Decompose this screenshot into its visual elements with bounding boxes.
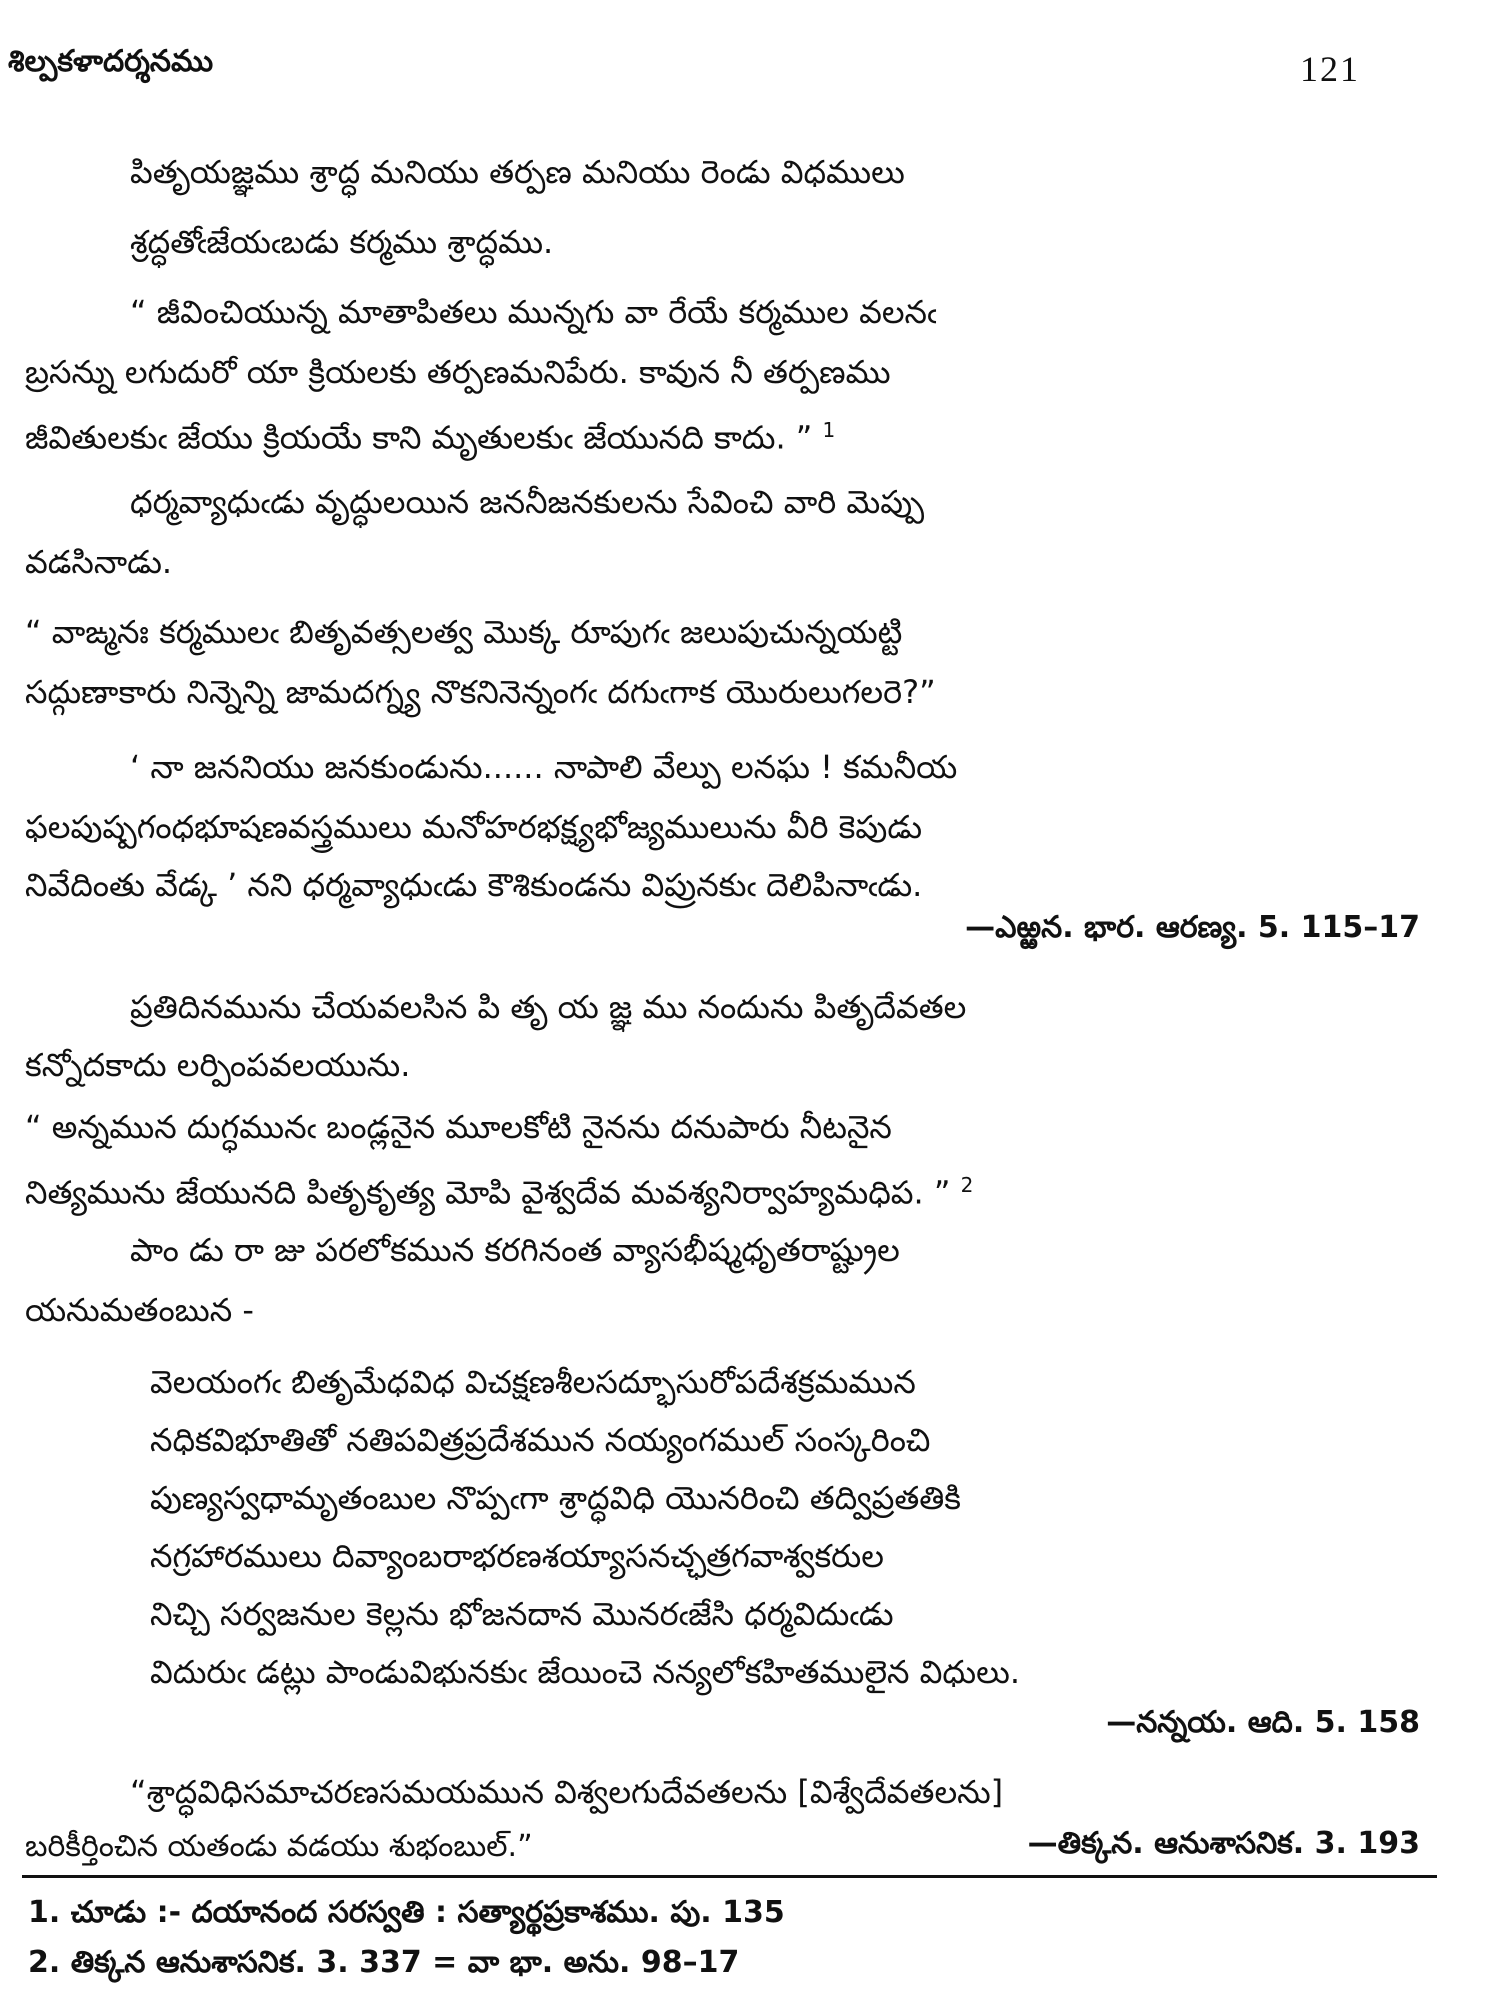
quote4-line2: నిత్యమును జేయునది పితృకృత్య మోపి వైశ్వదేవ మవశ్యనిర్వాహ్యమధిప. ” $^2$ — [25, 1173, 974, 1212]
footnote-divider — [22, 1875, 1437, 1878]
quote1-line2: బ్రసన్ను లగుదురో యా క్రియలకు తర్పణమనిపేరు. కావున నీ తర్పణము — [25, 353, 891, 391]
quote3-line2: ఫలపుష్పగంధభూషణవస్త్రములు మనోహరభక్ష్యభోజ్యములును వీరి కెపుడు — [25, 808, 923, 846]
bracket-gloss: [విశ్వేదేవతలను] — [797, 1773, 1004, 1811]
footnote-ref-1: 1 — [822, 418, 836, 442]
para4-line2: యనుమతంబున - — [25, 1291, 254, 1329]
quote5-line1: “శ్రాద్ధవిధిసమాచరణసమయమున విశ్వలగుదేవతలను [విశ్వేదేవతలను] — [130, 1773, 1004, 1811]
quote4-line1: “ అన్నమున దుగ్ధమునఁ బండ్లనైన మూలకోటి నైనను దనుపారు నీటనైన — [25, 1108, 892, 1146]
quote3-citation: —ఎఱ్ఱన. భార. ఆరణ్య. 5. 115–17 — [965, 910, 1420, 945]
quote5-citation: —తిక్కన. ఆనుశాసనిక. 3. 193 — [1027, 1826, 1420, 1861]
para1-line2: శ్రద్ధతోఁజేయఁబడు కర్మము శ్రాద్ధము. — [130, 223, 554, 261]
verse-citation: —నన్నయ. ఆది. 5. 158 — [1106, 1705, 1420, 1740]
para4-line1: పాం డు రా జు పరలోకమున కరగినంత వ్యాసభీష్మధృతరాష్ట్రుల — [130, 1231, 900, 1269]
verse-line3: పుణ్యస్వధామృతంబుల నొప్పఁగా శ్రాద్ధవిధి యొనరించి తద్విప్రతతికి — [150, 1479, 961, 1517]
footnote-2: 2. తిక్కన ఆనుశాసనిక. 3. 337 = వా భా. అను. 98–17 — [28, 1945, 740, 1980]
verse-line4: నగ్రహారములు దివ్యాంబరాభరణశయ్యాసనచ్ఛత్రగవాశ్వకరుల — [150, 1537, 884, 1575]
verse-line1: వెలయంగఁ బితృమేధవిధ విచక్షణశీలసద్భూసురోపదేశక్రమమున — [150, 1363, 916, 1401]
para2-line1: ధర్మవ్యాధుఁడు వృద్ధులయిన జననీజనకులను సేవించి వారి మెప్పు — [130, 483, 925, 521]
footnote-ref-2: 2 — [960, 1173, 974, 1197]
para2-line2: వడసినాడు. — [25, 543, 173, 581]
quote2-line1: “ వాఙ్మనః కర్మములఁ బితృవత్సలత్వ మొక్క రూపుగఁ జలుపుచున్నయట్టి — [25, 613, 903, 651]
quote3-line3: నివేదింతు వేడ్క ’ నని ధర్మవ్యాధుఁడు కౌశికుండను విప్రునకుఁ దెలిపినాఁడు. — [25, 866, 923, 904]
running-header-title: శిల్పకళాదర్శనము — [8, 44, 214, 79]
footnote-1: 1. చూడు :- దయానంద సరస్వతి : సత్యార్థప్రకాశము. పు. 135 — [28, 1895, 785, 1930]
para3-line1: ప్రతిదినమును చేయవలసిన పి తృ య జ్ఞ ము నందును పితృదేవతల — [130, 988, 967, 1026]
page-number: 121 — [1300, 49, 1360, 89]
quote1-line1: “ జీవించియున్న మాతాపితలు మున్నగు వా రేయే కర్మముల వలనఁ — [130, 293, 937, 331]
quote5-line2: బరికీర్తించిన యతండు వడయు శుభంబుల్.” — [25, 1829, 533, 1864]
quote3-line1: ‘ నా జననియు జనకుండును...... నాపాలి వేల్పు లనఘ ! కమనీయ — [130, 748, 958, 786]
para1-line1: పితృయజ్ఞము శ్రాద్ధ మనియు తర్పణ మనియు రెండు విధములు — [130, 153, 905, 191]
para3-line2: కన్నోదకాదు లర్పింపవలయును. — [25, 1046, 411, 1084]
verse-line2: నధికవిభూతితో నతిపవిత్రప్రదేశమున నయ్యంగముల్ సంస్కరించి — [150, 1421, 931, 1459]
quote2-line2: సద్గుణాకారు నిన్నెన్ని జామదగ్న్య నొకనినెన్నంగఁ దగుఁగాక యొరులుగలరె?” — [25, 673, 936, 711]
quote1-line3: జీవితులకుఁ జేయు క్రియయే కాని మృతులకుఁ జేయునది కాదు. ” $^1$ — [25, 418, 836, 457]
verse-line6: విదురుఁ డట్లు పాండువిభునకుఁ జేయించె నన్యలోకహితములైన విధులు. — [150, 1653, 1021, 1691]
verse-line5: నిచ్చి సర్వజనుల కెల్లను భోజనదాన మొనరఁజేసి ధర్మవిదుఁడు — [150, 1595, 894, 1633]
